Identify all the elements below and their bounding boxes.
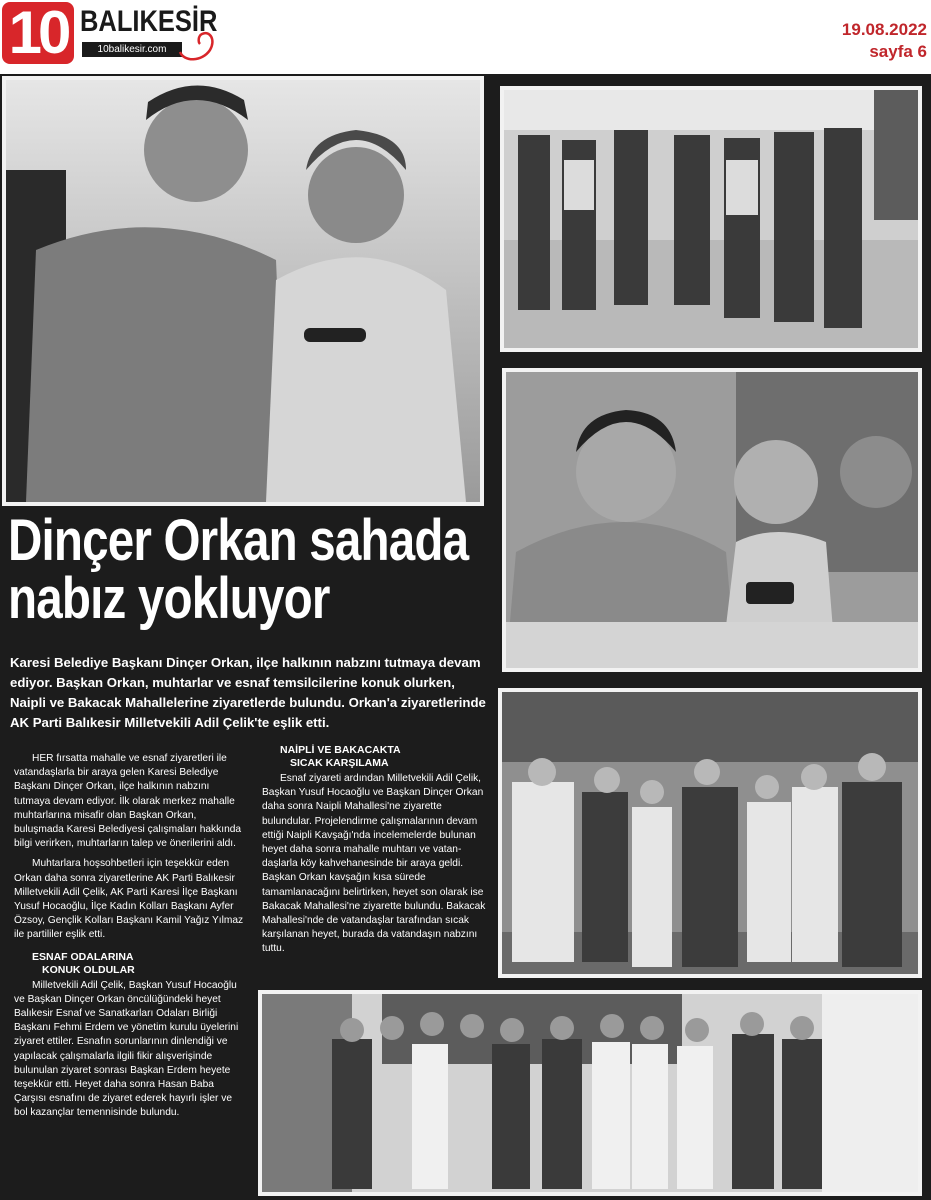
logo-number: 10 [2, 2, 74, 64]
headline [8, 508, 469, 631]
column-2 [262, 744, 494, 963]
logo-url: 10balikesir.com [82, 42, 182, 57]
subheading [32, 951, 246, 977]
photo-main [2, 76, 484, 506]
photo-main-image [6, 80, 480, 502]
column-1 [14, 752, 246, 1127]
lead-paragraph: Karesi Belediye Başkanı Dinçer Orkan, ilçe halkının nabzını tutmaya devam ediyor. Başkan Orkan, muhtarlar ve esnaf temsilcilerine konuk olurken, Naipli ve Bakacak Mahallelerine ziyaretlerde bulundu. Orkan'a ziyaretlerinde AK Parti Balıkesir Milletvekili Adil Çelik'te eşlik etti. [10, 655, 486, 730]
subheading-line-2: KONUK OLDULAR [42, 963, 135, 976]
headline-line-2: nabız yokluyor [8, 566, 330, 631]
paragraph: HER fırsatta mahalle ve esnaf ziyaretleri ile vatandaşlarla bir araya gelen Karesi Belediye Başkanı Dinçer Orkan, ilçe halkının nabzını tutmaya devam ediyor. İlk olarak merkez mahalle muhtarlarına misafir olan Başkan Orkan, buluşmada Karesi Belediyesi çalışmaları hakkında bilgi verirken, muhtarların talep ve önerilerini aldı. [14, 753, 242, 850]
photo-group-village [498, 688, 922, 978]
photo-group-road [500, 86, 922, 352]
photo-group-road-image [504, 90, 918, 348]
subheading-line-1: ESNAF ODALARINA [32, 950, 134, 963]
subheading-line-1: NAİPLİ VE BAKACAKTA [280, 744, 401, 756]
headline-line-1: Dinçer Orkan sahada [8, 508, 469, 573]
photo-group-village-image [502, 692, 918, 974]
photo-cafe [502, 368, 922, 672]
photo-group-entrance [258, 990, 922, 1196]
subheading-line-2: SICAK KARŞILAMA [290, 757, 389, 769]
heart-icon [176, 28, 216, 64]
issue-date: 19.08.2022 [841, 20, 927, 39]
masthead [0, 0, 931, 74]
paragraph: Muhtarlara hoşsohbetleri için teşekkür eden Orkan daha sonra ziyaretlerine AK Parti Balıkesir Milletvekili Adil Çelik, AK Parti Karesi İlçe Başkanı Yusuf Hocaoğlu, İlçe Kadın Kolları Başkanı Ayfer Özsoy, Gençlik Kolları Başkanı Kamil Yağız Yılmaz ile partililer eşlik etti. [14, 858, 244, 941]
paragraph: Esnaf ziyareti ardından Milletvekili Adil Çelik, Başkan Yusuf Hocaoğlu ve Başkan Dinçer Orkan daha sonra Naipli Mahallesi'ne ziyarette bulundular. Projelendirme çalışmalarının devam ettiği Naipli Kavşağı'nda incelemelerde bulunan heyet daha sonra mahalle muhtarı ve vatan-daşlarla köy kahvehanesinde bir araya geldi. Başkan Orkan kavşağın kısa sürede tamamlanacağını belirtirken, heyet son olarak ise Bakacak Mahallesi'ne ziyarette bulundu. Bakacak Mahallesi'nde de vatandaşlar tarafından sıcak karşılanan heyet, burada da vatandaşın nabzını tuttu. [262, 773, 486, 955]
subheading [280, 744, 494, 770]
paragraph: Milletvekili Adil Çelik, Başkan Yusuf Hocaoğlu ve Başkan Dinçer Orkan öncülüğündeki heyet Balıkesir Esnaf ve Sanatkarları Odaları Birliği Başkanı Fehmi Erdem ve yönetim kurulu üyelerini ziyaret ettiler. Esnafın sorunlarının dinlendiği ve yapılacak çalışmalarla ilgili fikir alışverişinde bulunulan ziyaret sonrası Başkan Erdem heyete teşekkür etti. Heyet daha sonra Hasan Baba Çarşısı esnafını de ziyaret ederek hayırlı işler ve bol kazançlar temennisinde bulundu. [14, 979, 239, 1119]
photo-group-entrance-image [262, 994, 918, 1192]
page-number: sayfa 6 [869, 42, 927, 61]
photo-cafe-image [506, 372, 918, 668]
logo-name: BALIKESİR [80, 5, 218, 38]
